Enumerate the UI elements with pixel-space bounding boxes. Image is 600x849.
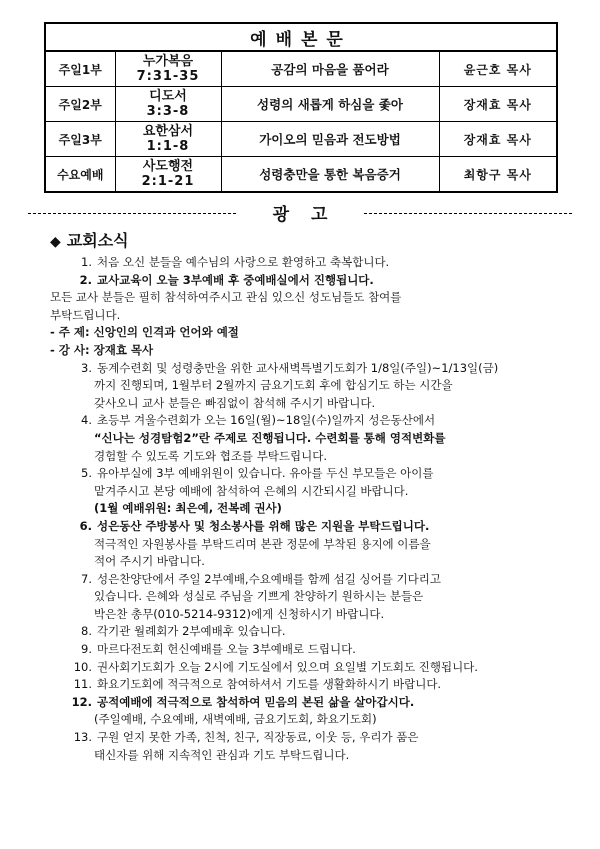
- list-item: [50, 307, 570, 325]
- sermon-title: 공감의 마음을 품어라: [221, 51, 439, 87]
- table-row: [45, 51, 557, 87]
- item-text: (주일예배, 수요예배, 새벽예배, 금요기도회, 화요기도회): [94, 712, 377, 727]
- list-item: [50, 483, 570, 501]
- sermon-title: 성령의 새롭게 하심을 좇아: [221, 87, 439, 122]
- list-item: [50, 623, 570, 641]
- ads-heading: 광고: [272, 205, 350, 225]
- item-text: 구원 얻지 못한 가족, 친척, 친구, 직장동료, 이웃 등, 우리가 품은: [97, 730, 419, 745]
- item-text: 각기관 월례회가 2부예배후 있습니다.: [97, 624, 286, 639]
- item-text: 성은찬양단에서 주일 2부예배,수요예배를 함께 섬길 싱어를 기다리고: [97, 571, 441, 586]
- worship-heading: 예배본문: [45, 23, 557, 51]
- scripture-verse: 7:31-35: [136, 69, 200, 84]
- preacher-name: 장재효 목사: [439, 122, 557, 157]
- church-news-section: [50, 230, 570, 764]
- list-item: [50, 254, 570, 272]
- item-number: 2.: [79, 272, 92, 287]
- item-number: 11.: [73, 677, 92, 692]
- list-item: [50, 676, 570, 694]
- list-item: [50, 729, 570, 747]
- list-item: [50, 377, 570, 395]
- sermon-title: 가이오의 믿음과 전도방법: [221, 122, 439, 157]
- list-item: [50, 553, 570, 571]
- item-text: 교사교육이 오늘 3부예배 후 중예배실에서 진행됩니다.: [97, 272, 374, 287]
- item-text: - 강 사: 장재효 목사: [50, 342, 154, 357]
- item-text: 마르다전도회 헌신예배를 오늘 3부예배로 드립니다.: [97, 642, 356, 657]
- item-text: 공적예배에 적극적으로 참석하여 믿음의 본된 삶을 살아갑시다.: [97, 694, 415, 709]
- ads-header: [28, 200, 572, 225]
- item-number: 1.: [81, 255, 92, 269]
- list-item: [50, 324, 570, 342]
- scripture-ref: [115, 157, 221, 193]
- church-news-title: [50, 230, 570, 252]
- item-text: 까지 진행되며, 1월부터 2월까지 금요기도회 후에 합심기도 하는 시간을: [94, 378, 453, 393]
- item-text: 태신자를 위해 지속적인 관심과 기도 부탁드립니다.: [94, 747, 350, 762]
- item-text: 권사회기도회가 오늘 2시에 기도실에서 있으며 요일별 기도회도 진행됩니다.: [97, 659, 478, 674]
- item-text: 모든 교사 분들은 필히 참석하여주시고 관심 있으신 성도님들도 참여를: [50, 290, 402, 305]
- scripture-verse: 3:3-8: [146, 104, 190, 119]
- list-item: [50, 571, 570, 589]
- sermon-title: 성령충만을 통한 복음증거: [221, 157, 439, 193]
- preacher-name: 장재효 목사: [439, 87, 557, 122]
- scripture-book: 누가복음: [142, 54, 194, 69]
- list-item: [50, 430, 570, 448]
- item-number: 9.: [81, 642, 92, 657]
- list-item: [50, 536, 570, 554]
- scripture-book: 요한삼서: [142, 124, 194, 139]
- list-item: [50, 518, 570, 536]
- worship-table-header: [45, 23, 557, 51]
- list-item: [50, 448, 570, 466]
- list-item: [50, 659, 570, 677]
- list-item: [50, 342, 570, 360]
- scripture-book: 사도행전: [142, 159, 194, 174]
- item-text: 갖사오니 교사 분들은 빠짐없이 참석해 주시기 바랍니다.: [94, 395, 376, 410]
- scripture-ref: [115, 87, 221, 122]
- item-number: 10.: [73, 659, 92, 674]
- service-name: 주일2부: [45, 87, 115, 122]
- scripture-book: 디도서: [149, 89, 187, 104]
- table-row: [45, 122, 557, 157]
- preacher-name: 윤근호 목사: [439, 51, 557, 87]
- item-number: 12.: [71, 694, 92, 709]
- list-item: [50, 711, 570, 729]
- item-number: 13.: [73, 730, 92, 745]
- item-text: 처음 오신 분들을 예수님의 사랑으로 환영하고 축복합니다.: [97, 255, 390, 269]
- scripture-ref: [115, 51, 221, 87]
- item-number: 5.: [81, 466, 92, 481]
- church-news-label: 교회소식: [66, 231, 129, 250]
- list-item: [50, 395, 570, 413]
- item-text: 화요기도회에 적극적으로 참여하셔서 기도를 생활화하시기 바랍니다.: [97, 677, 442, 692]
- item-text: 박은찬 총무(010-5214-9312)에게 신청하시기 바랍니다.: [94, 606, 385, 621]
- item-text: 성은동산 주방봉사 및 청소봉사를 위해 많은 지원을 부탁드립니다.: [97, 518, 430, 533]
- diamond-bullet-icon: ◆: [50, 234, 61, 250]
- item-text: 있습니다. 은혜와 성실로 주님을 기쁘게 찬양하기 원하시는 분들은: [94, 589, 424, 604]
- list-item: [50, 412, 570, 430]
- item-text: 부탁드립니다.: [50, 307, 121, 322]
- service-name: 주일3부: [45, 122, 115, 157]
- list-item: [50, 606, 570, 624]
- item-text: 적어 주시기 바랍니다.: [94, 554, 205, 569]
- list-item: [50, 289, 570, 307]
- item-number: 4.: [81, 413, 92, 428]
- scripture-verse: 1:1-8: [146, 139, 190, 154]
- item-text: 초등부 겨울수련회가 오는 16일(월)~18일(수)일까지 성은동산에서: [97, 413, 436, 428]
- table-row: [45, 87, 557, 122]
- list-item: [50, 641, 570, 659]
- list-item: [50, 360, 570, 378]
- table-row: [45, 157, 557, 193]
- item-text: “신나는 성경탐험2”란 주제로 진행됩니다. 수련회를 통해 영적변화를: [94, 430, 446, 445]
- worship-section: [44, 22, 556, 193]
- news-list: [50, 254, 570, 764]
- list-item: [50, 500, 570, 518]
- item-text: 유아부실에 3부 예배위원이 있습니다. 유아를 두신 부모들은 아이를: [97, 466, 434, 481]
- item-number: 8.: [81, 624, 92, 639]
- list-item: [50, 747, 570, 765]
- item-number: 6.: [79, 518, 92, 533]
- preacher-name: 최항구 목사: [439, 157, 557, 193]
- scripture-ref: [115, 122, 221, 157]
- item-text: 적극적인 자원봉사를 부탁드리며 본관 정문에 부착된 용지에 이름을: [94, 536, 431, 551]
- item-number: 3.: [81, 360, 92, 375]
- list-item: [50, 272, 570, 290]
- list-item: [50, 588, 570, 606]
- item-text: (1월 예배위원: 최은예, 전복례 권사): [94, 501, 282, 516]
- item-text: 맡겨주시고 본당 예배에 참석하여 은혜의 시간되시길 바랍니다.: [94, 483, 409, 498]
- worship-table: [44, 22, 558, 193]
- item-text: 경험할 수 있도록 기도와 협조를 부탁드립니다.: [94, 448, 328, 463]
- scripture-verse: 2:1-21: [141, 174, 195, 189]
- service-name: 수요예배: [45, 157, 115, 193]
- item-text: 동계수련회 및 성령충만을 위한 교사새벽특별기도회가 1/8일(주일)~1/13일(금): [97, 360, 499, 375]
- list-item: [50, 465, 570, 483]
- dashed-divider-right: [364, 213, 572, 214]
- list-item: [50, 694, 570, 712]
- item-text: - 주 제: 신앙인의 인격과 언어와 예절: [50, 325, 239, 340]
- item-number: 7.: [81, 571, 92, 586]
- service-name: 주일1부: [45, 51, 115, 87]
